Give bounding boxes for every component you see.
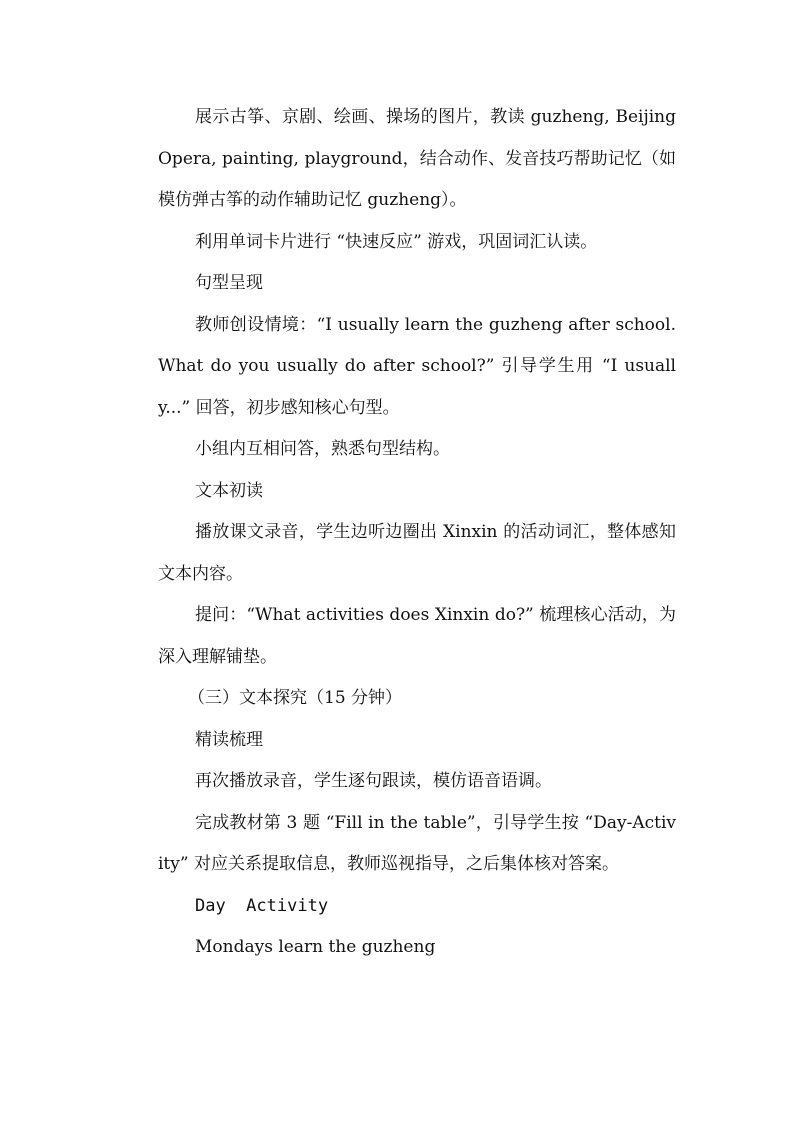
subheading-first-reading: 文本初读 xyxy=(195,480,263,501)
paragraph-question: 提问：“What activities does Xinxin do?” 梳理核心活动，为深入理解铺垫。 xyxy=(158,605,676,667)
paragraph-play-recording: 播放课文录音，学生边听边圈出 Xinxin 的活动词汇，整体感知文本内容。 xyxy=(158,522,676,584)
paragraph-read-after: 再次播放录音，学生逐句跟读，模仿语音语调。 xyxy=(195,771,552,791)
paragraph-vocabulary-teaching: 展示古筝、京剧、绘画、操场的图片，教读 guzheng, Beijing Opera, painting, playground，结合动作、发音技巧帮助记忆（如模仿弹古筝的动作辅助记忆 guzheng）。 xyxy=(158,107,676,210)
table-header-line: Day Activity xyxy=(195,895,329,916)
paragraph-word-card-game: 利用单词卡片进行 “快速反应” 游戏，巩固词汇认读。 xyxy=(195,231,598,252)
paragraph-fill-table: 完成教材第 3 题 “Fill in the table”，引导学生按 “Day-Activity” 对应关系提取信息，教师巡视指导，之后集体核对答案。 xyxy=(158,812,676,874)
table-row-mondays: Mondays learn the guzheng xyxy=(195,937,436,957)
paragraph-teacher-situation: 教师创设情境：“I usually learn the guzheng after school. What do you usually do after school?” 引导学生用 “I usually...” 回答，初步感知核心句型。 xyxy=(158,314,676,418)
document-body xyxy=(158,97,676,969)
paragraph-group-practice: 小组内互相问答，熟悉句型结构。 xyxy=(195,439,450,459)
subheading-close-reading: 精读梳理 xyxy=(195,729,263,750)
subheading-sentence-presentation: 句型呈现 xyxy=(195,273,263,293)
section-heading-text-exploration: （三）文本探究（15 分钟） xyxy=(188,688,403,708)
